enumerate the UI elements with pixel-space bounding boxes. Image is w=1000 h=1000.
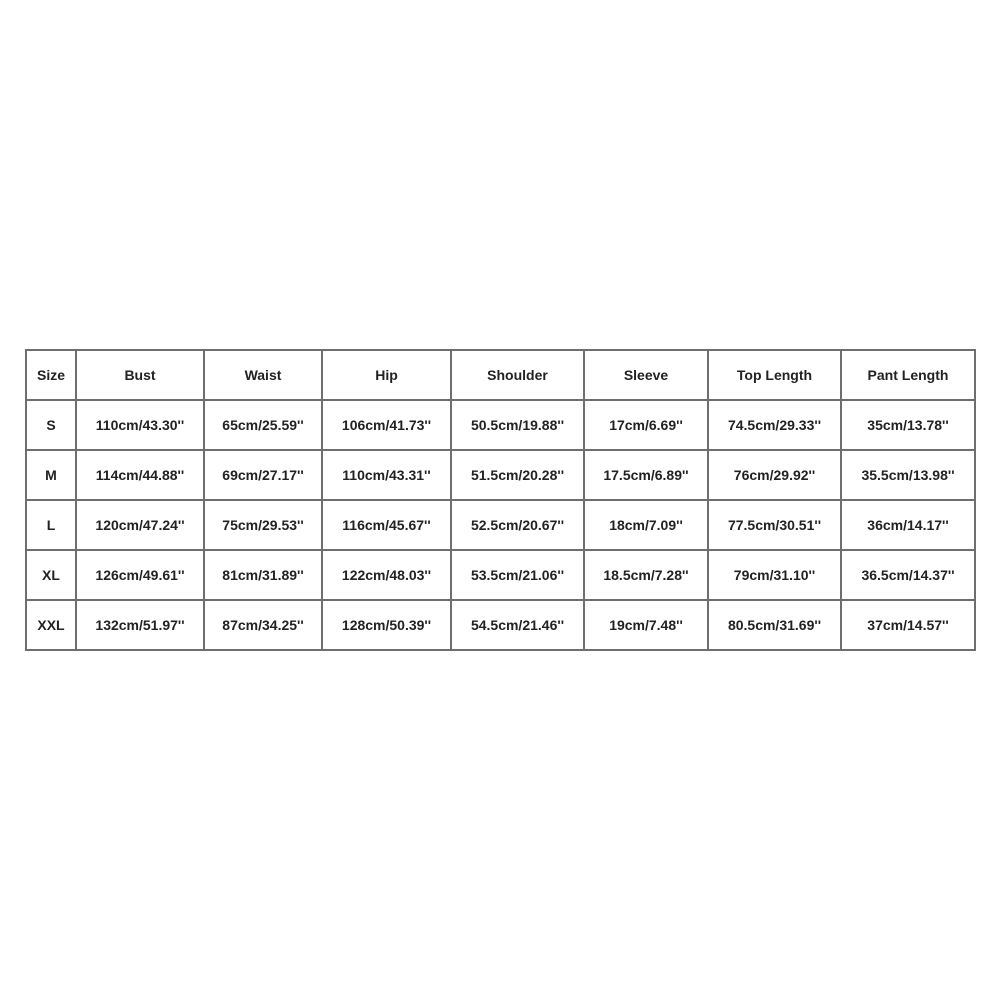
cell-waist: 87cm/34.25''	[204, 600, 322, 650]
cell-bust: 114cm/44.88''	[76, 450, 204, 500]
cell-top-length: 77.5cm/30.51''	[708, 500, 841, 550]
cell-sleeve: 19cm/7.48''	[584, 600, 708, 650]
header-size: Size	[26, 350, 76, 400]
cell-size: XXL	[26, 600, 76, 650]
cell-size: XL	[26, 550, 76, 600]
cell-waist: 69cm/27.17''	[204, 450, 322, 500]
cell-shoulder: 52.5cm/20.67''	[451, 500, 584, 550]
cell-sleeve: 17.5cm/6.89''	[584, 450, 708, 500]
cell-pant-length: 36cm/14.17''	[841, 500, 975, 550]
header-pant-length: Pant Length	[841, 350, 975, 400]
table-row	[26, 400, 975, 450]
cell-bust: 132cm/51.97''	[76, 600, 204, 650]
cell-top-length: 74.5cm/29.33''	[708, 400, 841, 450]
table-row	[26, 550, 975, 600]
cell-bust: 126cm/49.61''	[76, 550, 204, 600]
cell-shoulder: 51.5cm/20.28''	[451, 450, 584, 500]
cell-hip: 128cm/50.39''	[322, 600, 451, 650]
cell-top-length: 79cm/31.10''	[708, 550, 841, 600]
cell-top-length: 76cm/29.92''	[708, 450, 841, 500]
cell-sleeve: 18cm/7.09''	[584, 500, 708, 550]
cell-pant-length: 35cm/13.78''	[841, 400, 975, 450]
cell-sleeve: 17cm/6.69''	[584, 400, 708, 450]
header-shoulder: Shoulder	[451, 350, 584, 400]
header-waist: Waist	[204, 350, 322, 400]
header-top-length: Top Length	[708, 350, 841, 400]
cell-waist: 81cm/31.89''	[204, 550, 322, 600]
cell-size: L	[26, 500, 76, 550]
table-row	[26, 600, 975, 650]
table-row	[26, 500, 975, 550]
cell-sleeve: 18.5cm/7.28''	[584, 550, 708, 600]
cell-bust: 120cm/47.24''	[76, 500, 204, 550]
cell-shoulder: 53.5cm/21.06''	[451, 550, 584, 600]
size-chart-table	[25, 349, 976, 651]
cell-hip: 106cm/41.73''	[322, 400, 451, 450]
cell-waist: 75cm/29.53''	[204, 500, 322, 550]
cell-waist: 65cm/25.59''	[204, 400, 322, 450]
cell-pant-length: 35.5cm/13.98''	[841, 450, 975, 500]
cell-pant-length: 37cm/14.57''	[841, 600, 975, 650]
cell-shoulder: 54.5cm/21.46''	[451, 600, 584, 650]
cell-top-length: 80.5cm/31.69''	[708, 600, 841, 650]
cell-hip: 116cm/45.67''	[322, 500, 451, 550]
header-bust: Bust	[76, 350, 204, 400]
cell-bust: 110cm/43.30''	[76, 400, 204, 450]
cell-hip: 110cm/43.31''	[322, 450, 451, 500]
cell-size: M	[26, 450, 76, 500]
header-sleeve: Sleeve	[584, 350, 708, 400]
table-header-row	[26, 350, 975, 400]
table-row	[26, 450, 975, 500]
cell-shoulder: 50.5cm/19.88''	[451, 400, 584, 450]
cell-size: S	[26, 400, 76, 450]
cell-hip: 122cm/48.03''	[322, 550, 451, 600]
header-hip: Hip	[322, 350, 451, 400]
cell-pant-length: 36.5cm/14.37''	[841, 550, 975, 600]
